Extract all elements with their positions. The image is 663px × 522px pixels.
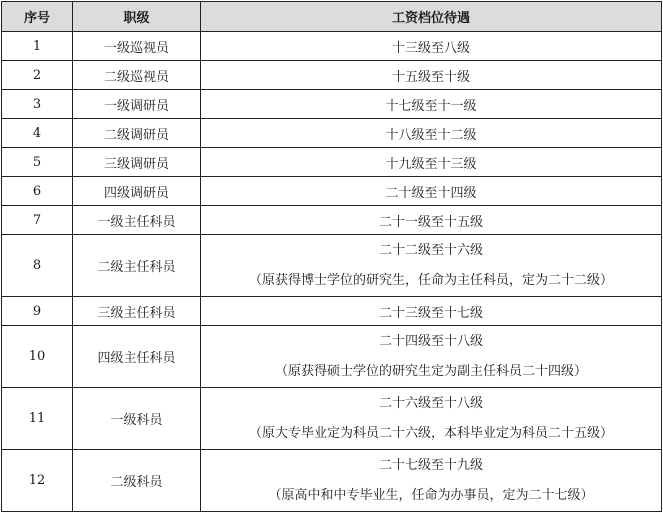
table-row: [2, 206, 662, 235]
row-treatment-note: （原高中和中专毕业生，任命为办事员，定为二十七级）: [268, 487, 594, 503]
row-treatment: [201, 326, 662, 388]
row-number: 4: [2, 119, 73, 148]
row-rank: 四级主任科员: [73, 326, 201, 388]
row-rank: 二级巡视员: [73, 61, 201, 90]
table-row: [2, 61, 662, 90]
header-serial-number: 序号: [2, 2, 73, 32]
row-number: 11: [2, 388, 73, 450]
row-treatment: 二十级至十四级: [201, 177, 662, 206]
table-row: [2, 177, 662, 206]
row-number: 7: [2, 206, 73, 235]
row-rank: 一级调研员: [73, 90, 201, 119]
row-treatment: 十七级至十一级: [201, 90, 662, 119]
row-treatment-range: 二十七级至十九级: [378, 457, 483, 473]
row-number: 5: [2, 148, 73, 177]
row-number: 10: [2, 326, 73, 388]
header-salary-treatment: 工资档位待遇: [201, 2, 662, 32]
table-row: [2, 119, 662, 148]
row-treatment: [201, 235, 662, 297]
row-number: 8: [2, 235, 73, 297]
row-treatment: 二十三级至十七级: [201, 297, 662, 326]
row-treatment-note: （原获得硕士学位的研究生定为副主任科员二十四级）: [274, 363, 587, 379]
row-treatment: 十五级至十级: [201, 61, 662, 90]
row-rank: 四级调研员: [73, 177, 201, 206]
row-treatment: [201, 388, 662, 450]
table-row: [2, 388, 662, 450]
row-rank: 一级巡视员: [73, 32, 201, 61]
table-row: [2, 90, 662, 119]
row-treatment: 二十一级至十五级: [201, 206, 662, 235]
row-rank: 二级调研员: [73, 119, 201, 148]
row-treatment: 十八级至十二级: [201, 119, 662, 148]
table-row: [2, 326, 662, 388]
row-treatment: 十三级至八级: [201, 32, 662, 61]
header-rank: 职级: [73, 2, 201, 32]
row-rank: 二级主任科员: [73, 235, 201, 297]
table-row: [2, 235, 662, 297]
row-number: 1: [2, 32, 73, 61]
row-number: 3: [2, 90, 73, 119]
row-number: 6: [2, 177, 73, 206]
row-rank: 二级科员: [73, 450, 201, 512]
row-rank: 三级主任科员: [73, 297, 201, 326]
row-treatment-range: 二十四级至十八级: [378, 333, 483, 349]
row-number: 2: [2, 61, 73, 90]
row-number: 12: [2, 450, 73, 512]
salary-grade-table: [1, 1, 662, 512]
row-number: 9: [2, 297, 73, 326]
row-rank: 一级科员: [73, 388, 201, 450]
row-treatment: 十九级至十三级: [201, 148, 662, 177]
row-treatment: [201, 450, 662, 512]
row-rank: 一级主任科员: [73, 206, 201, 235]
table-row: [2, 148, 662, 177]
table-row: [2, 450, 662, 512]
row-rank: 三级调研员: [73, 148, 201, 177]
table-header-row: [2, 2, 662, 32]
row-treatment-note: （原大专毕业定为科员二十六级，本科毕业定为科员二十五级）: [248, 425, 613, 441]
table-row: [2, 32, 662, 61]
table-row: [2, 297, 662, 326]
row-treatment-note: （原获得博士学位的研究生，任命为主任科员，定为二十二级）: [248, 272, 613, 288]
row-treatment-range: 二十六级至十八级: [378, 395, 483, 411]
row-treatment-range: 二十二级至十六级: [378, 242, 483, 258]
